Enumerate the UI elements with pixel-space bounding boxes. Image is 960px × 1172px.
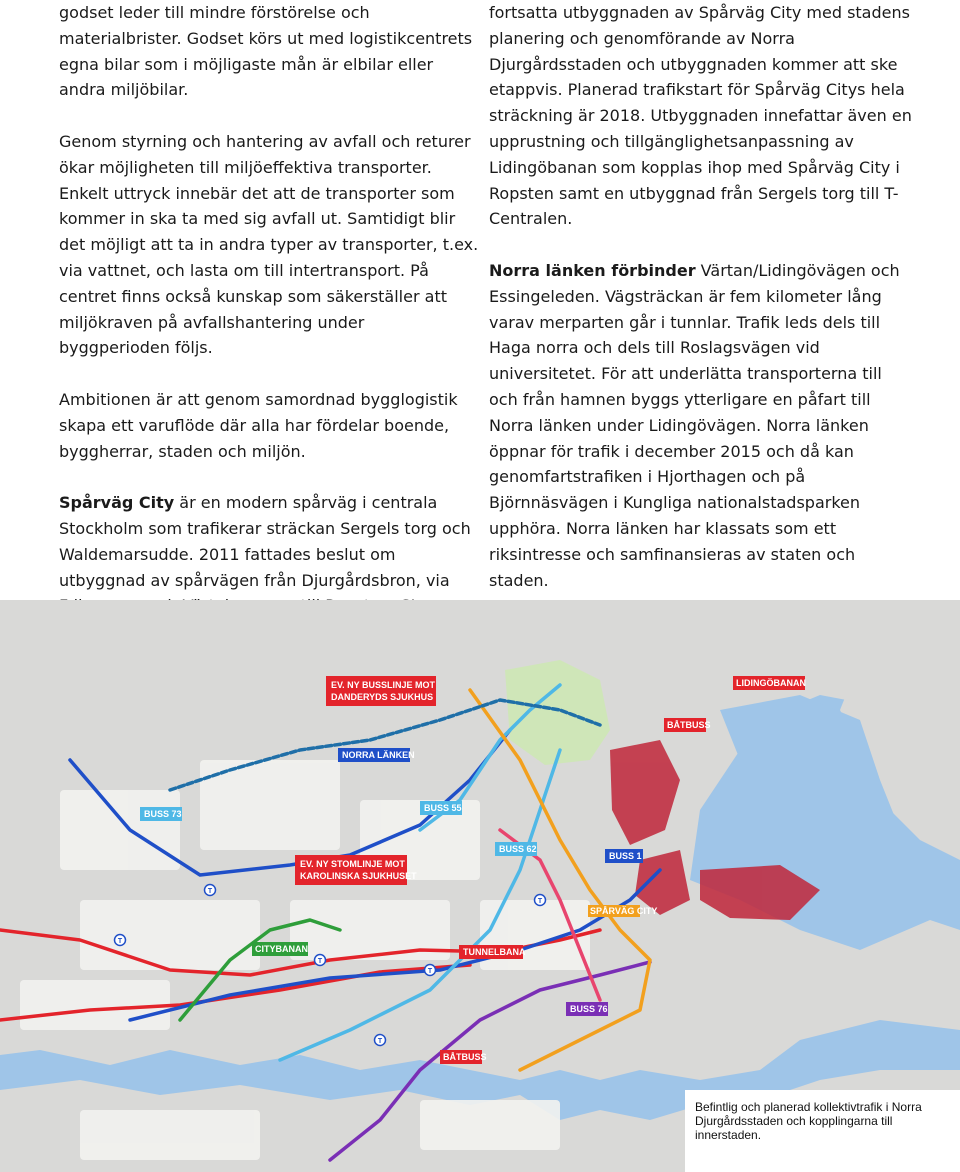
left-paragraph-4-body: är en modern spårväg i centrala Stockholm som trafikerar sträckan Sergels torg och Waldemarsudde. 2011 fattades beslut om utbyggnad av spårvägen från Djurgårdsbron, via <box>59 493 471 590</box>
right-text-column <box>489 0 915 619</box>
svg-text:CITYBANAN: CITYBANAN <box>255 944 308 954</box>
svg-text:BUSS 76: BUSS 76 <box>570 1004 608 1014</box>
svg-text:T: T <box>537 898 543 905</box>
t-station-3 <box>425 965 436 976</box>
right-paragraph-2-body: Värtan/Lidingövägen och Essingeleden. Vägsträckan är fem kilometer lång varav merparten går i tunnlar. Trafik leds dels till Haga norra och dels till Roslagsvägen vid universitetet. För att underlätta transporterna till och från hamnen byggs ytterligare en påfart till Norra länken under Lidingövägen. Norra länken öppnar för trafik i december 2015 och då kan genomfartstrafiken i Hjorthagen och på Björnnäsvägen i Kungliga nationalstadsparken upphöra. Norra länken har klassats som ett riksintresse och samfinansieras av staten och staden. <box>489 260 900 590</box>
svg-text:T: T <box>117 938 123 945</box>
map-caption <box>685 1090 960 1172</box>
map-label-buss76 <box>566 1002 608 1016</box>
left-paragraph-3: Ambitionen är att genom samordnad bygglogistik skapa ett varuflöde där alla har fördelar boende, byggherrar, staden och miljön. <box>59 389 458 461</box>
svg-text:LIDINGÖBANAN: LIDINGÖBANAN <box>736 678 806 688</box>
left-paragraph-1: godset leder till mindre förstörelse och materialbrister. Godset körs ut med logistikcentrets egna bilar som i möjligaste mån är elbilar eller andra miljöbilar. <box>59 3 473 100</box>
left-text-column <box>59 0 479 671</box>
svg-text:BUSS 55: BUSS 55 <box>424 803 462 813</box>
map-label-citybanan <box>252 942 308 956</box>
right-paragraph-2 <box>489 258 915 593</box>
norra-lanken-lead: Norra länken förbinder <box>489 260 696 280</box>
right-paragraph-1: fortsatta utbyggnaden av Spårväg City med stadens planering och genomförande av Norra Djurgårdsstaden och utbyggnaden kommer att ske etappvis. Planerad trafikstart för Spårväg Citys hela sträckning är 2018. Utbyggnaden innefattar även en upprustning och tillgänglighetsanpassning av Lidingöbanan som kopplas ihop med Spårväg City i Ropsten samt en utbyggnad från Sergels torg till T-Centralen. <box>489 3 912 229</box>
t-station-6 <box>375 1035 386 1046</box>
t-station-4 <box>535 895 546 906</box>
svg-text:NORRA LÄNKEN: NORRA LÄNKEN <box>342 750 415 760</box>
t-station-1 <box>205 885 216 896</box>
map-label-batbuss-top <box>664 718 711 732</box>
t-station-5 <box>115 935 126 946</box>
svg-text:SPÅRVÄG CITY: SPÅRVÄG CITY <box>590 906 658 916</box>
map-label-lidingobanan <box>733 676 806 690</box>
map-label-norra-lanken <box>338 748 415 762</box>
t-station-2 <box>315 955 326 966</box>
svg-text:BUSS 73: BUSS 73 <box>144 809 182 819</box>
map-label-sparvag <box>588 905 657 917</box>
svg-text:T: T <box>317 958 323 965</box>
svg-text:KAROLINSKA SJUKHUSET: KAROLINSKA SJUKHUSET <box>300 871 417 881</box>
svg-text:EV. NY STOMLINJE MOT: EV. NY STOMLINJE MOT <box>300 859 405 869</box>
left-paragraph-2: Genom styrning och hantering av avfall och returer ökar möjligheten till miljöeffektiva transporter. Enkelt uttryck innebär det att de transporter som kommer in ska ta med sig avfall ut. Samtidigt blir det möjligt att ta in andra typer av transporter, t.ex. via vattnet, och lasta om till intertransport. På centret finns också kunskap som säkerställer att miljökraven på avfallshantering under byggperioden följs. <box>59 131 479 358</box>
map-caption-text: Befintlig och planerad kollektivtrafik i Norra Djurgårdsstaden och kopplingarna till innerstaden. <box>695 1100 922 1142</box>
svg-text:BUSS 62: BUSS 62 <box>499 844 537 854</box>
sparvag-city-lead: Spårväg City <box>59 493 175 513</box>
svg-text:T: T <box>207 888 213 895</box>
transit-map <box>0 600 960 1172</box>
svg-text:BUSS 1: BUSS 1 <box>609 851 642 861</box>
svg-text:T: T <box>377 1038 383 1045</box>
map-label-buss73 <box>140 807 182 821</box>
svg-text:T: T <box>427 968 433 975</box>
svg-text:EV. NY BUSSLINJE MOT: EV. NY BUSSLINJE MOT <box>331 680 436 690</box>
map-label-buss1 <box>605 849 643 863</box>
map-label-buss55 <box>420 801 462 815</box>
map-label-ev-busslinje <box>326 676 436 706</box>
map-label-batbuss-bottom <box>440 1050 487 1064</box>
map-label-tunnelbana <box>459 945 526 959</box>
svg-text:DANDERYDS SJUKHUS: DANDERYDS SJUKHUS <box>331 692 434 702</box>
svg-text:TUNNELBANA: TUNNELBANA <box>463 947 526 957</box>
svg-text:BÅTBUSS: BÅTBUSS <box>667 720 711 730</box>
map-label-ev-stomlinje <box>295 855 417 885</box>
map-label-buss62 <box>495 842 537 856</box>
svg-text:BÅTBUSS: BÅTBUSS <box>443 1052 487 1062</box>
